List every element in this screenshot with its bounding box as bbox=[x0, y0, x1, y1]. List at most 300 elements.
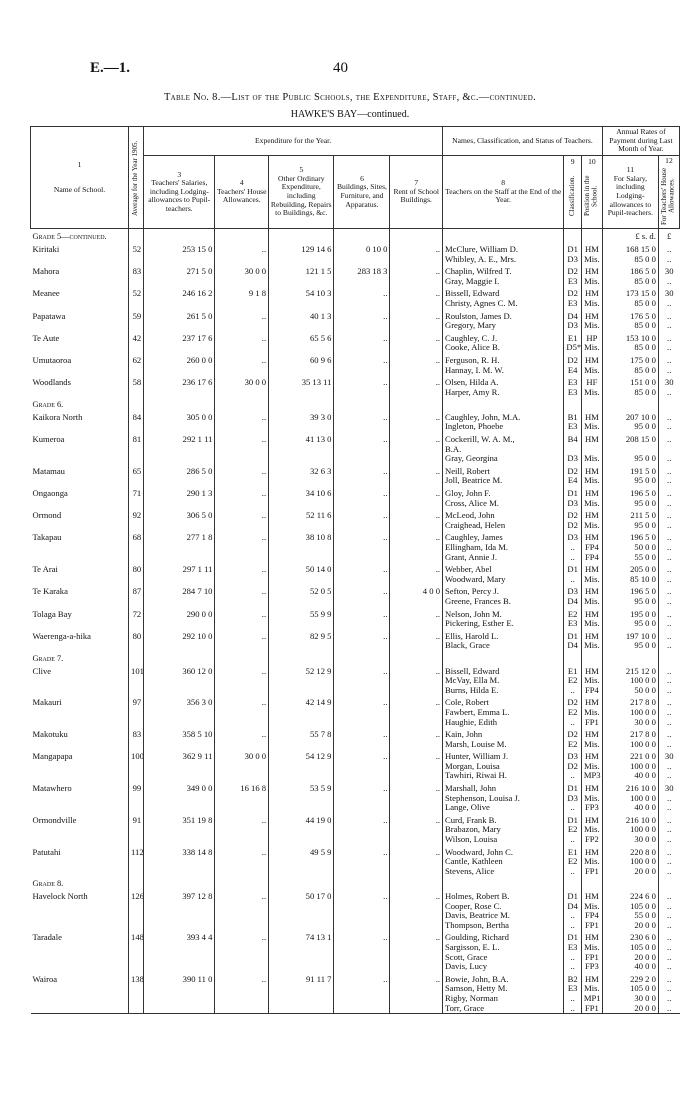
school-name bbox=[31, 1004, 129, 1014]
header-teachers: 8 Teachers on the Staff at the End of the Year. bbox=[442, 155, 563, 229]
table-row bbox=[31, 607, 680, 620]
expenditure-rent bbox=[390, 476, 443, 486]
house-rate-currency-header bbox=[658, 397, 679, 410]
table-row bbox=[31, 984, 680, 994]
cell-empty bbox=[564, 651, 582, 664]
teacher-classification: D2 bbox=[564, 464, 582, 477]
expenditure-rent bbox=[390, 825, 443, 835]
teacher-name: Harper, Amy R. bbox=[442, 388, 563, 398]
teacher-name: Hunter, William J. bbox=[442, 749, 563, 762]
expenditure-rent bbox=[390, 422, 443, 432]
teacher-position: HM bbox=[581, 508, 602, 521]
expenditure-house bbox=[215, 299, 269, 309]
expenditure-rent bbox=[390, 299, 443, 309]
teacher-position: Mis. bbox=[581, 454, 602, 464]
table-row bbox=[31, 943, 680, 953]
cell-empty bbox=[215, 229, 269, 242]
expenditure-sal: 338 14 8 bbox=[144, 845, 215, 858]
salary-rate: 100 0 0 bbox=[602, 825, 658, 835]
house-allowance-rate: .. bbox=[658, 708, 679, 718]
expenditure-sal: 286 5 0 bbox=[144, 464, 215, 477]
teacher-position: FP1 bbox=[581, 718, 602, 728]
house-allowance-rate: .. bbox=[658, 499, 679, 509]
document-reference: E.—1. bbox=[90, 60, 131, 76]
expenditure-sal bbox=[144, 984, 215, 994]
expenditure-house bbox=[215, 255, 269, 265]
teacher-classification: D3 bbox=[564, 749, 582, 762]
school-name: Matawhero bbox=[32, 783, 72, 794]
expenditure-other bbox=[269, 803, 334, 813]
expenditure-rent: .. bbox=[390, 410, 443, 423]
expenditure-rent bbox=[390, 321, 443, 331]
school-name bbox=[31, 994, 129, 1004]
teacher-name: Gray, Maggie I. bbox=[442, 277, 563, 287]
teacher-name: Whibley, A. E., Mrs. bbox=[442, 255, 563, 265]
teacher-name: Caughley, C. J. bbox=[442, 331, 563, 344]
teacher-name: Olsen, Hilda A. bbox=[442, 375, 563, 388]
expenditure-bld bbox=[334, 321, 390, 331]
average-attendance bbox=[129, 835, 144, 845]
expenditure-house bbox=[215, 454, 269, 464]
salary-rate: 20 0 0 bbox=[602, 867, 658, 877]
school-name bbox=[31, 366, 129, 376]
average-attendance bbox=[129, 911, 144, 921]
teacher-classification: D1 bbox=[564, 889, 582, 902]
average-attendance bbox=[129, 277, 144, 287]
expenditure-bld: .. bbox=[334, 695, 390, 708]
teacher-name: Gregory, Mary bbox=[442, 321, 563, 331]
teacher-classification: D3 bbox=[564, 255, 582, 265]
expenditure-rent: .. bbox=[390, 607, 443, 620]
expenditure-rent: .. bbox=[390, 375, 443, 388]
school-name bbox=[31, 740, 129, 750]
house-allowance-rate: .. bbox=[658, 686, 679, 696]
pay-currency-header bbox=[602, 397, 658, 410]
average-attendance bbox=[129, 366, 144, 376]
expenditure-sal: 290 1 3 bbox=[144, 486, 215, 499]
table-row bbox=[31, 521, 680, 531]
expenditure-other bbox=[269, 499, 334, 509]
table-row bbox=[31, 813, 680, 826]
expenditure-house: .. bbox=[215, 242, 269, 255]
expenditure-house: .. bbox=[215, 464, 269, 477]
average-attendance: 97 bbox=[129, 695, 144, 708]
school-name bbox=[31, 794, 129, 804]
expenditure-bld bbox=[334, 762, 390, 772]
house-allowance-rate: .. bbox=[658, 962, 679, 972]
school-name: Meanee bbox=[32, 288, 60, 299]
average-attendance: 112 bbox=[129, 845, 144, 858]
teacher-classification: E2 bbox=[564, 740, 582, 750]
expenditure-other: 34 10 6 bbox=[269, 486, 334, 499]
average-attendance bbox=[129, 794, 144, 804]
expenditure-house: .. bbox=[215, 695, 269, 708]
expenditure-sal: 260 0 0 bbox=[144, 353, 215, 366]
average-attendance: 100 bbox=[129, 749, 144, 762]
teacher-classification: .. bbox=[564, 1004, 582, 1014]
teacher-position: Mis. bbox=[581, 255, 602, 265]
school-name bbox=[31, 686, 129, 696]
salary-rate: 100 0 0 bbox=[602, 794, 658, 804]
average-attendance: 72 bbox=[129, 607, 144, 620]
table-row bbox=[31, 388, 680, 398]
expenditure-rent: .. bbox=[390, 813, 443, 826]
teacher-name: Roulston, James D. bbox=[442, 309, 563, 322]
house-allowance-rate: .. bbox=[658, 277, 679, 287]
house-allowance-rate: .. bbox=[658, 727, 679, 740]
salary-rate: 105 0 0 bbox=[602, 984, 658, 994]
expenditure-house bbox=[215, 953, 269, 963]
expenditure-sal bbox=[144, 835, 215, 845]
expenditure-rent bbox=[390, 740, 443, 750]
average-attendance bbox=[129, 476, 144, 486]
expenditure-house bbox=[215, 686, 269, 696]
teacher-position: HM bbox=[581, 813, 602, 826]
table-row bbox=[31, 794, 680, 804]
teacher-position: MP3 bbox=[581, 771, 602, 781]
salary-rate bbox=[602, 445, 658, 455]
school-name: Waerenga-a-hika bbox=[32, 630, 91, 641]
salary-rate: 215 12 0 bbox=[602, 664, 658, 677]
expenditure-rent bbox=[390, 686, 443, 696]
house-allowance-rate: .. bbox=[658, 857, 679, 867]
expenditure-house bbox=[215, 676, 269, 686]
expenditure-house bbox=[215, 521, 269, 531]
average-attendance: 83 bbox=[129, 264, 144, 277]
house-allowance-rate: .. bbox=[658, 813, 679, 826]
teacher-name: Chaplin, Wilfred T. bbox=[442, 264, 563, 277]
expenditure-sal: 360 12 0 bbox=[144, 664, 215, 677]
expenditure-other bbox=[269, 521, 334, 531]
expenditure-bld: .. bbox=[334, 749, 390, 762]
cell-empty bbox=[215, 876, 269, 889]
average-attendance: 71 bbox=[129, 486, 144, 499]
expenditure-rent: .. bbox=[390, 629, 443, 642]
teacher-position: Mis. bbox=[581, 902, 602, 912]
teacher-classification: .. bbox=[564, 867, 582, 877]
expenditure-house: .. bbox=[215, 353, 269, 366]
expenditure-house bbox=[215, 921, 269, 931]
teacher-name: Caughley, John, M.A. bbox=[442, 410, 563, 423]
expenditure-bld: .. bbox=[334, 664, 390, 677]
teacher-classification: D1 bbox=[564, 629, 582, 642]
expenditure-bld: .. bbox=[334, 562, 390, 575]
grade-label: Grade 7. bbox=[32, 653, 64, 663]
expenditure-other bbox=[269, 825, 334, 835]
expenditure-bld: .. bbox=[334, 309, 390, 322]
house-allowance-rate: .. bbox=[658, 664, 679, 677]
table-row bbox=[31, 749, 680, 762]
table-row bbox=[31, 889, 680, 902]
expenditure-bld: .. bbox=[334, 972, 390, 985]
teacher-name: Woodward, John C. bbox=[442, 845, 563, 858]
salary-rate: 95 0 0 bbox=[602, 476, 658, 486]
expenditure-house bbox=[215, 835, 269, 845]
expenditure-rent bbox=[390, 521, 443, 531]
school-name: Mahora bbox=[32, 266, 60, 277]
teacher-name: Hannay, I. M. W. bbox=[442, 366, 563, 376]
expenditure-sal: 236 17 6 bbox=[144, 375, 215, 388]
expenditure-sal bbox=[144, 521, 215, 531]
teacher-name: Cooke, Alice B. bbox=[442, 343, 563, 353]
table-row bbox=[31, 410, 680, 423]
expenditure-sal bbox=[144, 962, 215, 972]
average-attendance bbox=[129, 921, 144, 931]
expenditure-rent: .. bbox=[390, 889, 443, 902]
teacher-name: Neill, Robert bbox=[442, 464, 563, 477]
expenditure-bld: .. bbox=[334, 464, 390, 477]
school-name bbox=[31, 255, 129, 265]
table-row bbox=[31, 309, 680, 322]
expenditure-sal: 349 0 0 bbox=[144, 781, 215, 794]
expenditure-house: .. bbox=[215, 562, 269, 575]
teacher-name: Morgan, Louisa bbox=[442, 762, 563, 772]
expenditure-other bbox=[269, 366, 334, 376]
pay-currency-header bbox=[602, 651, 658, 664]
salary-rate: 220 8 0 bbox=[602, 845, 658, 858]
salary-rate: 229 2 0 bbox=[602, 972, 658, 985]
school-name: Ongaonga bbox=[32, 488, 68, 499]
expenditure-other: 42 14 9 bbox=[269, 695, 334, 708]
house-allowance-rate: .. bbox=[658, 530, 679, 543]
average-attendance bbox=[129, 454, 144, 464]
expenditure-sal bbox=[144, 803, 215, 813]
table-row bbox=[31, 867, 680, 877]
school-name: Wairoa bbox=[32, 973, 58, 984]
expenditure-house: .. bbox=[215, 530, 269, 543]
school-name bbox=[31, 422, 129, 432]
expenditure-sal: 261 5 0 bbox=[144, 309, 215, 322]
expenditure-rent: .. bbox=[390, 664, 443, 677]
expenditure-sal: 306 5 0 bbox=[144, 508, 215, 521]
teacher-position: HP bbox=[581, 331, 602, 344]
teacher-name: Nelson, John M. bbox=[442, 607, 563, 620]
expenditure-bld bbox=[334, 366, 390, 376]
average-attendance: 59 bbox=[129, 309, 144, 322]
expenditure-sal bbox=[144, 575, 215, 585]
average-attendance bbox=[129, 553, 144, 563]
teacher-classification: D2 bbox=[564, 727, 582, 740]
expenditure-rent bbox=[390, 343, 443, 353]
grade-heading-row bbox=[31, 651, 680, 664]
expenditure-sal bbox=[144, 943, 215, 953]
teacher-name: Sefton, Percy J. bbox=[442, 584, 563, 597]
house-allowance-rate: .. bbox=[658, 911, 679, 921]
cell-empty bbox=[564, 397, 582, 410]
teacher-classification: D4 bbox=[564, 902, 582, 912]
expenditure-bld bbox=[334, 553, 390, 563]
house-allowance-rate: .. bbox=[658, 930, 679, 943]
school-name: Te Aute bbox=[32, 332, 60, 343]
expenditure-house bbox=[215, 445, 269, 455]
expenditure-rent bbox=[390, 553, 443, 563]
teacher-name: Samson, Hetty M. bbox=[442, 984, 563, 994]
average-attendance bbox=[129, 771, 144, 781]
table-row bbox=[31, 825, 680, 835]
expenditure-other: 44 19 0 bbox=[269, 813, 334, 826]
salary-rate: 95 0 0 bbox=[602, 499, 658, 509]
cell-empty bbox=[442, 876, 563, 889]
expenditure-house: 30 0 0 bbox=[215, 264, 269, 277]
expenditure-bld: .. bbox=[334, 889, 390, 902]
school-name: Te Karaka bbox=[32, 586, 68, 597]
expenditure-other: 38 10 8 bbox=[269, 530, 334, 543]
school-name bbox=[31, 641, 129, 651]
average-attendance bbox=[129, 575, 144, 585]
house-allowance-rate: .. bbox=[658, 543, 679, 553]
house-rate-currency-header bbox=[658, 876, 679, 889]
teacher-position: FP4 bbox=[581, 686, 602, 696]
teacher-name: Fawbert, Emma L. bbox=[442, 708, 563, 718]
teacher-name: Stephenson, Louisa J. bbox=[442, 794, 563, 804]
house-allowance-rate: .. bbox=[658, 299, 679, 309]
expenditure-other bbox=[269, 686, 334, 696]
teacher-name: Joll, Beatrice M. bbox=[442, 476, 563, 486]
teacher-classification: .. bbox=[564, 803, 582, 813]
expenditure-bld: .. bbox=[334, 530, 390, 543]
expenditure-bld: .. bbox=[334, 607, 390, 620]
teacher-position: FP1 bbox=[581, 1004, 602, 1014]
table-row bbox=[31, 553, 680, 563]
salary-rate: 205 0 0 bbox=[602, 562, 658, 575]
teacher-classification: E3 bbox=[564, 943, 582, 953]
teacher-position: Mis. bbox=[581, 676, 602, 686]
expenditure-other bbox=[269, 867, 334, 877]
average-attendance: 80 bbox=[129, 562, 144, 575]
expenditure-house bbox=[215, 708, 269, 718]
teacher-name: Cantle, Kathleen bbox=[442, 857, 563, 867]
expenditure-rent bbox=[390, 762, 443, 772]
teacher-position: HM bbox=[581, 607, 602, 620]
teacher-classification: E3 bbox=[564, 422, 582, 432]
teacher-position: HM bbox=[581, 695, 602, 708]
school-name bbox=[31, 825, 129, 835]
expenditure-sal bbox=[144, 255, 215, 265]
salary-rate: 95 0 0 bbox=[602, 619, 658, 629]
expenditure-bld: .. bbox=[334, 584, 390, 597]
expenditure-sal: 284 7 10 bbox=[144, 584, 215, 597]
table-row bbox=[31, 1004, 680, 1014]
school-name bbox=[31, 476, 129, 486]
teacher-name: Stevens, Alice bbox=[442, 867, 563, 877]
teacher-position: Mis. bbox=[581, 388, 602, 398]
table-row bbox=[31, 255, 680, 265]
average-attendance bbox=[129, 445, 144, 455]
expenditure-house: .. bbox=[215, 584, 269, 597]
house-allowance-rate: .. bbox=[658, 508, 679, 521]
average-attendance bbox=[129, 1004, 144, 1014]
average-attendance: 62 bbox=[129, 353, 144, 366]
average-attendance bbox=[129, 740, 144, 750]
expenditure-house bbox=[215, 825, 269, 835]
header-house-allowances: 4 Teachers' House Allowances. bbox=[215, 155, 269, 229]
expenditure-sal: 253 15 0 bbox=[144, 242, 215, 255]
expenditure-house bbox=[215, 553, 269, 563]
teacher-classification: E2 bbox=[564, 708, 582, 718]
expenditure-sal: 351 19 8 bbox=[144, 813, 215, 826]
expenditure-other bbox=[269, 953, 334, 963]
house-allowance-rate: 30 bbox=[658, 375, 679, 388]
table-row bbox=[31, 331, 680, 344]
salary-rate: 30 0 0 bbox=[602, 835, 658, 845]
expenditure-bld bbox=[334, 718, 390, 728]
expenditure-sal bbox=[144, 911, 215, 921]
expenditure-bld bbox=[334, 676, 390, 686]
table-row bbox=[31, 584, 680, 597]
expenditure-other: 50 17 0 bbox=[269, 889, 334, 902]
house-allowance-rate: .. bbox=[658, 343, 679, 353]
expenditure-house: .. bbox=[215, 607, 269, 620]
expenditure-other: 49 5 9 bbox=[269, 845, 334, 858]
teacher-name: McLeod, John bbox=[442, 508, 563, 521]
expenditure-rent bbox=[390, 857, 443, 867]
teacher-classification: D1 bbox=[564, 486, 582, 499]
house-allowance-rate: .. bbox=[658, 464, 679, 477]
average-attendance bbox=[129, 984, 144, 994]
table-row bbox=[31, 845, 680, 858]
teacher-position: HM bbox=[581, 309, 602, 322]
expenditure-other: 41 13 0 bbox=[269, 432, 334, 445]
average-attendance bbox=[129, 943, 144, 953]
house-allowance-rate: .. bbox=[658, 695, 679, 708]
expenditure-other: 54 10 3 bbox=[269, 286, 334, 299]
average-attendance bbox=[129, 321, 144, 331]
teacher-classification: B1 bbox=[564, 410, 582, 423]
expenditure-bld bbox=[334, 575, 390, 585]
expenditure-sal bbox=[144, 994, 215, 1004]
header-other-expenditure: 5 Other Ordinary Expenditure, including Rebuilding, Repairs to Buildings, &c. bbox=[269, 155, 334, 229]
expenditure-bld bbox=[334, 740, 390, 750]
expenditure-rent bbox=[390, 911, 443, 921]
expenditure-rent bbox=[390, 366, 443, 376]
expenditure-rent: .. bbox=[390, 264, 443, 277]
grade-heading-row bbox=[31, 397, 680, 410]
teacher-position: HM bbox=[581, 749, 602, 762]
school-name bbox=[31, 867, 129, 877]
teacher-classification: D2 bbox=[564, 508, 582, 521]
teacher-position: HM bbox=[581, 629, 602, 642]
expenditure-house: .. bbox=[215, 845, 269, 858]
teacher-classification bbox=[564, 445, 582, 455]
school-name bbox=[31, 857, 129, 867]
expenditure-other: 32 6 3 bbox=[269, 464, 334, 477]
expenditure-other: 53 5 9 bbox=[269, 781, 334, 794]
teacher-position: HM bbox=[581, 432, 602, 445]
cell-empty bbox=[390, 876, 443, 889]
cell-empty bbox=[269, 229, 334, 242]
teacher-name: Brabazon, Mary bbox=[442, 825, 563, 835]
expenditure-house bbox=[215, 994, 269, 1004]
salary-rate: 176 5 0 bbox=[602, 309, 658, 322]
expenditure-sal: 362 9 11 bbox=[144, 749, 215, 762]
teacher-position: HM bbox=[581, 845, 602, 858]
salary-rate: 85 0 0 bbox=[602, 299, 658, 309]
expenditure-rent bbox=[390, 597, 443, 607]
expenditure-rent: .. bbox=[390, 727, 443, 740]
house-allowance-rate: .. bbox=[658, 921, 679, 931]
table-row bbox=[31, 762, 680, 772]
salary-rate: 85 10 0 bbox=[602, 575, 658, 585]
salary-rate: 221 0 0 bbox=[602, 749, 658, 762]
average-attendance bbox=[129, 499, 144, 509]
expenditure-bld bbox=[334, 543, 390, 553]
house-allowance-rate: .. bbox=[658, 889, 679, 902]
teacher-classification: D1 bbox=[564, 242, 582, 255]
teacher-name: Goulding, Richard bbox=[442, 930, 563, 943]
header-staff-group: Names, Classification, and Status of Teachers. bbox=[442, 127, 602, 156]
expenditure-other bbox=[269, 553, 334, 563]
cell-empty bbox=[581, 229, 602, 242]
